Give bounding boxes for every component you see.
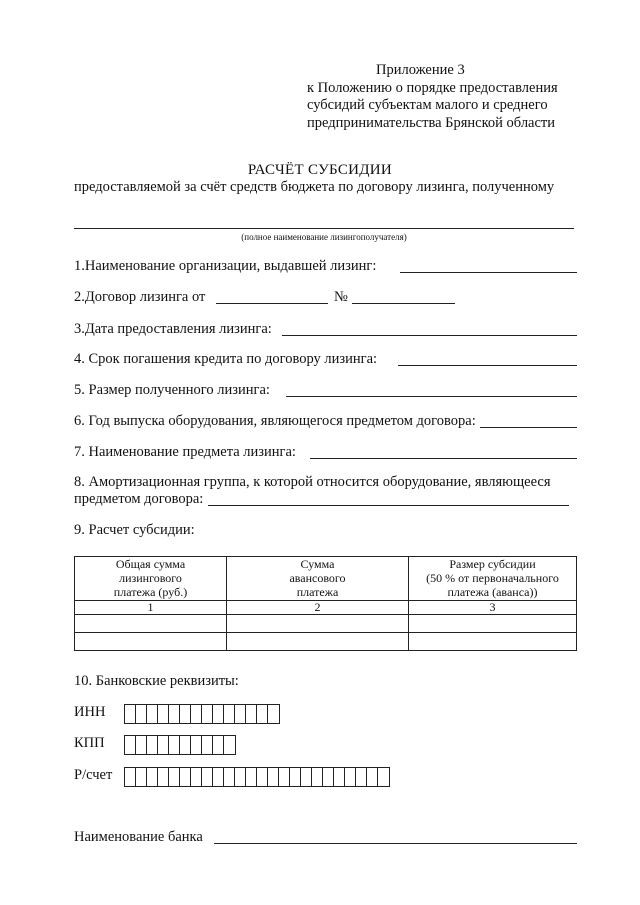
field-5-line[interactable] [286, 396, 577, 397]
field-7-line[interactable] [310, 458, 577, 459]
appendix-title: Приложение 3 [376, 62, 465, 78]
field-8-label: 8. Амортизационная группа, к которой относится оборудование, являющееся [74, 474, 551, 490]
table-cell: 3 [409, 601, 577, 615]
header-line: платежа (руб.) [113, 585, 188, 599]
table-number-row [75, 601, 577, 615]
header-line: платежа (аванса)) [447, 585, 538, 599]
subsidy-table [74, 556, 577, 651]
field-9-label: 9. Расчет субсидии: [74, 522, 195, 538]
document-subtitle: предоставляемой за счёт средств бюджета по договору лизинга, полученному [74, 179, 555, 195]
header-line: Размер субсидии [449, 557, 536, 571]
field-3-line[interactable] [282, 335, 577, 336]
field-1-line[interactable] [400, 272, 577, 273]
kpp-label: КПП [74, 735, 105, 751]
header-line: Общая сумма [115, 557, 186, 571]
field-6-line[interactable] [480, 427, 577, 428]
inn-cells[interactable] [124, 704, 280, 724]
field-3-label: 3.Дата предоставления лизинга: [74, 321, 272, 337]
field-2-number-label: № [334, 289, 348, 305]
table-header-cell [227, 557, 409, 601]
kpp-cells[interactable] [124, 735, 236, 755]
table-header-cell [409, 557, 577, 601]
appendix-line-1: к Положению о порядке предоставления [307, 79, 558, 96]
document-title: РАСЧЁТ СУБСИДИИ [247, 162, 393, 178]
header-line: Сумма [300, 557, 335, 571]
table-header-cell [75, 557, 227, 601]
bank-name-line[interactable] [214, 843, 577, 844]
header-line: авансового [289, 571, 346, 585]
table-cell[interactable] [75, 633, 227, 651]
field-2-number-line[interactable] [352, 303, 455, 304]
bank-name-label: Наименование банка [74, 829, 203, 845]
field-2-date-line[interactable] [216, 303, 328, 304]
field-4-label: 4. Срок погашения кредита по договору лизинга: [74, 351, 378, 367]
table-cell[interactable] [227, 615, 409, 633]
bank-heading: 10. Банковские реквизиты: [74, 673, 239, 689]
table-cell: 1 [75, 601, 227, 615]
recipient-name-line[interactable] [74, 228, 574, 229]
field-7-label: 7. Наименование предмета лизинга: [74, 444, 296, 460]
header-line: лизингового [119, 571, 182, 585]
field-8-line[interactable] [208, 505, 569, 506]
table-cell: 2 [227, 601, 409, 615]
field-4-line[interactable] [398, 365, 577, 366]
table-cell[interactable] [227, 633, 409, 651]
table-row [75, 633, 577, 651]
inn-label: ИНН [74, 704, 106, 720]
recipient-caption: (полное наименование лизингополучателя) [241, 232, 407, 242]
table-cell[interactable] [409, 633, 577, 651]
appendix-block [307, 62, 577, 132]
field-5-label: 5. Размер полученного лизинга: [74, 382, 270, 398]
field-6-label: 6. Год выпуска оборудования, являющегося предметом договора: [74, 413, 476, 429]
table-cell[interactable] [75, 615, 227, 633]
table-row [75, 615, 577, 633]
appendix-line-3: предпринимательства Брянской области [307, 114, 556, 131]
header-line: платежа [296, 585, 339, 599]
account-cells[interactable] [124, 767, 390, 787]
table-header-row [75, 557, 577, 601]
header-line: (50 % от первоначального [426, 571, 559, 585]
table-cell[interactable] [409, 615, 577, 633]
field-2-label: 2.Договор лизинга от [74, 289, 206, 305]
field-1-label: 1.Наименование организации, выдавшей лизинг: [74, 258, 377, 274]
account-label: Р/счет [74, 767, 113, 783]
appendix-line-2: субсидий субъектам малого и среднего [307, 97, 548, 113]
field-8-label-cont: предметом договора: [74, 491, 204, 507]
